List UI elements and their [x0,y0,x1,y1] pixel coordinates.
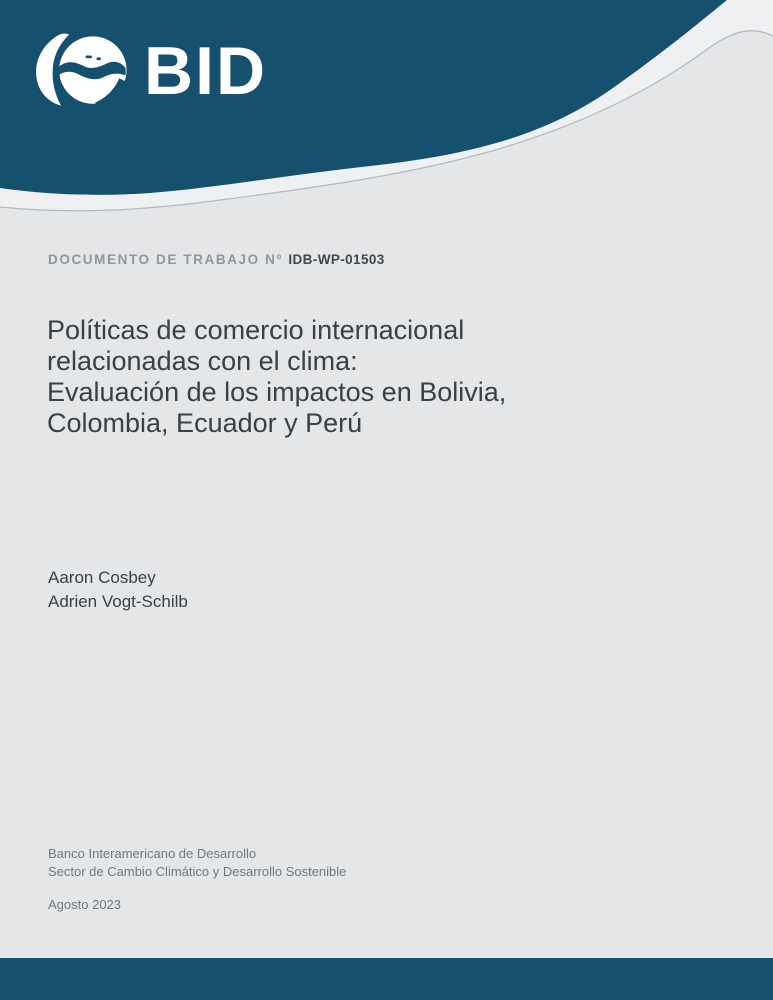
publisher-name: Banco Interamericano de Desarrollo [48,846,257,861]
title-line-3: Evaluación de los impactos en Bolivia, [47,377,507,407]
authors-block [48,566,188,614]
document-number: IDB-WP-01503 [288,252,385,267]
title-line-1: Políticas de comercio internacional [47,315,465,345]
globe-leaf-icon [30,30,132,112]
bottom-brand-band [0,958,773,1000]
author-name: Adrien Vogt-Schilb [48,592,188,611]
bid-logo-text: BID [144,33,268,109]
author-name: Aaron Cosbey [48,568,156,587]
document-kind-text: DOCUMENTO DE TRABAJO Nº [48,252,289,267]
bid-logo [30,30,267,112]
imprint-block [48,845,346,880]
document-kind-label [48,252,385,267]
department-name: Sector de Cambio Climático y Desarrollo Sostenible [48,863,347,879]
title-line-2: relacionadas con el clima: [47,346,358,376]
title-line-4: Colombia, Ecuador y Perú [47,408,363,438]
paper-title [47,315,506,439]
publication-date: Agosto 2023 [48,897,122,912]
